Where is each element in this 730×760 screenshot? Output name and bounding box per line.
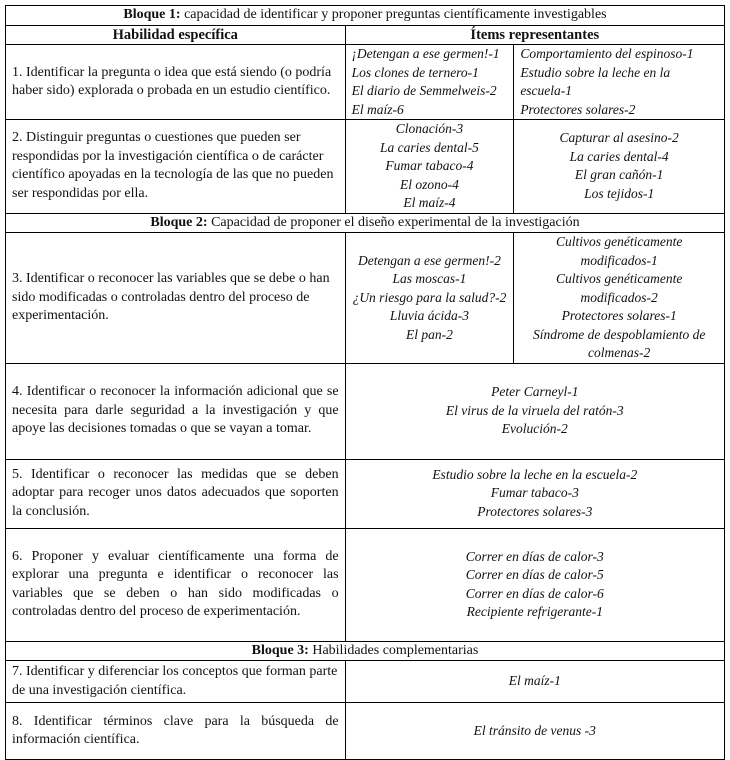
skill-cell: 3. Identificar o reconocer las variables que se debe o han sido modificadas o controladas dentro del proceso de experimentación.: [6, 233, 346, 364]
table-row-skill-5: [6, 459, 725, 528]
table-row-skill-3: [6, 233, 725, 364]
item-entry: Evolución-2: [501, 421, 568, 437]
items-cell: [345, 459, 724, 528]
item-entry: Peter Carneyl-1: [491, 384, 579, 400]
items-cell-a: [345, 45, 514, 120]
block-3-header-row: [6, 641, 725, 661]
items-cell: [345, 528, 724, 641]
item-entry: Protectores solares-2: [520, 101, 636, 117]
item-entry: El tránsito de venus -3: [473, 722, 596, 738]
item-entry: El virus de la viruela del ratón-3: [445, 402, 624, 418]
block-1-header-row: [6, 6, 725, 26]
block-2-label: Bloque 2:: [150, 214, 208, 230]
item-entry: Estudio sobre la leche en la escuela-1: [520, 64, 671, 98]
table-row-skill-7: [6, 661, 725, 703]
skills-table: [5, 5, 725, 760]
item-entry: Detengan a ese germen!-2: [358, 252, 501, 268]
item-entry: Clonación-3: [395, 121, 464, 136]
column-header-row: [6, 25, 725, 45]
item-entry: Fumar tabaco-3: [490, 485, 579, 501]
item-entry: Protectores solares-3: [477, 503, 593, 519]
item-entry: Correr en días de calor-3: [465, 548, 604, 564]
item-entry: El pan-2: [406, 326, 453, 342]
block-3-header: [6, 641, 725, 661]
item-entry: El diario de Semmelweis-2: [351, 83, 497, 98]
item-entry: La caries dental-5: [379, 139, 479, 155]
block-3-title: Habilidades complementarias: [312, 642, 479, 658]
skill-cell: 1. Identificar la pregunta o idea que está siendo (o podría haber sido) explorada o probada en un estudio científico.: [6, 45, 346, 120]
item-entry: Protectores solares-1: [561, 308, 677, 323]
skill-cell: 4. Identificar o reconocer la información adicional que se necesita para darle seguridad a la investigación y que apoye las decisiones tomadas o que se vayan a tomar.: [6, 363, 346, 459]
item-entry: ¿Un riesgo para la salud?-2: [352, 289, 507, 305]
column-header-skill: Habilidad específica: [6, 25, 346, 45]
items-cell-a: [345, 120, 514, 214]
item-entry: Los clones de ternero-1: [351, 64, 479, 80]
skill-cell: 6. Proponer y evaluar científicamente una forma de explorar una pregunta e identificar o reconocer las variables que se deben o han sido modificadas o controladas dentro del proceso de experimentación.: [6, 528, 346, 641]
item-entry: Cultivos genéticamente modificados-1: [555, 234, 683, 268]
items-cell: [345, 703, 724, 760]
skill-cell: 7. Identificar y diferenciar los conceptos que forman parte de una investigación científica.: [6, 661, 346, 703]
item-entry: El maíz-1: [508, 673, 561, 689]
item-entry: El gran cañón-1: [574, 167, 664, 183]
item-entry: El maíz-4: [403, 195, 456, 210]
items-cell-a: [345, 233, 514, 364]
item-entry: El maíz-6: [351, 101, 404, 117]
block-1-label: Bloque 1:: [123, 7, 181, 22]
table-row-skill-1: [6, 45, 725, 120]
items-cell-b: [514, 120, 725, 214]
item-entry: Cultivos genéticamente modificados-2: [555, 271, 683, 305]
item-entry: Lluvia ácida-3: [389, 308, 469, 323]
table-row-skill-2: [6, 120, 725, 214]
item-entry: ¡Detengan a ese germen!-1: [351, 46, 500, 61]
item-entry: Síndrome de despoblamiento de colmenas-2: [532, 326, 706, 360]
items-cell: [345, 661, 724, 703]
skill-cell: 2. Distinguir preguntas o cuestiones que pueden ser respondidas por la investigación científica o de carácter científico apoyadas en la tecnología de las que no pueden ser respondidas por ella.: [6, 120, 346, 214]
item-entry: Las moscas-1: [392, 271, 467, 286]
table-row-skill-8: [6, 703, 725, 760]
items-cell-b: [514, 233, 725, 364]
column-header-items: Ítems representantes: [345, 25, 724, 45]
item-entry: Fumar tabaco-4: [385, 158, 474, 173]
item-entry: Capturar al asesino-2: [559, 130, 679, 146]
item-entry: Comportamiento del espinoso-1: [520, 46, 694, 61]
items-cell: [345, 363, 724, 459]
item-entry: La caries dental-4: [569, 148, 669, 164]
skill-cell: 5. Identificar o reconocer las medidas que se deben adoptar para recoger unos datos adecuados que soporten la conclusión.: [6, 459, 346, 528]
item-entry: Correr en días de calor-6: [465, 585, 604, 601]
block-2-header-row: [6, 213, 725, 233]
block-1-header: [6, 6, 725, 26]
item-entry: Estudio sobre la leche en la escuela-2: [432, 466, 638, 482]
skill-cell: 8. Identificar términos clave para la búsqueda de información científica.: [6, 703, 346, 760]
block-2-header: [6, 213, 725, 233]
item-entry: El ozono-4: [400, 176, 459, 192]
block-1-title: capacidad de identificar y proponer preguntas científicamente investigables: [184, 7, 607, 22]
items-cell-b: [514, 45, 725, 120]
table-row-skill-4: [6, 363, 725, 459]
item-entry: Los tejidos-1: [584, 185, 655, 201]
table-row-skill-6: [6, 528, 725, 641]
item-entry: Recipiente refrigerante-1: [466, 604, 603, 619]
block-2-title: Capacidad de proponer el diseño experimental de la investigación: [211, 214, 580, 230]
block-3-label: Bloque 3:: [251, 642, 309, 658]
item-entry: Correr en días de calor-5: [465, 567, 604, 582]
